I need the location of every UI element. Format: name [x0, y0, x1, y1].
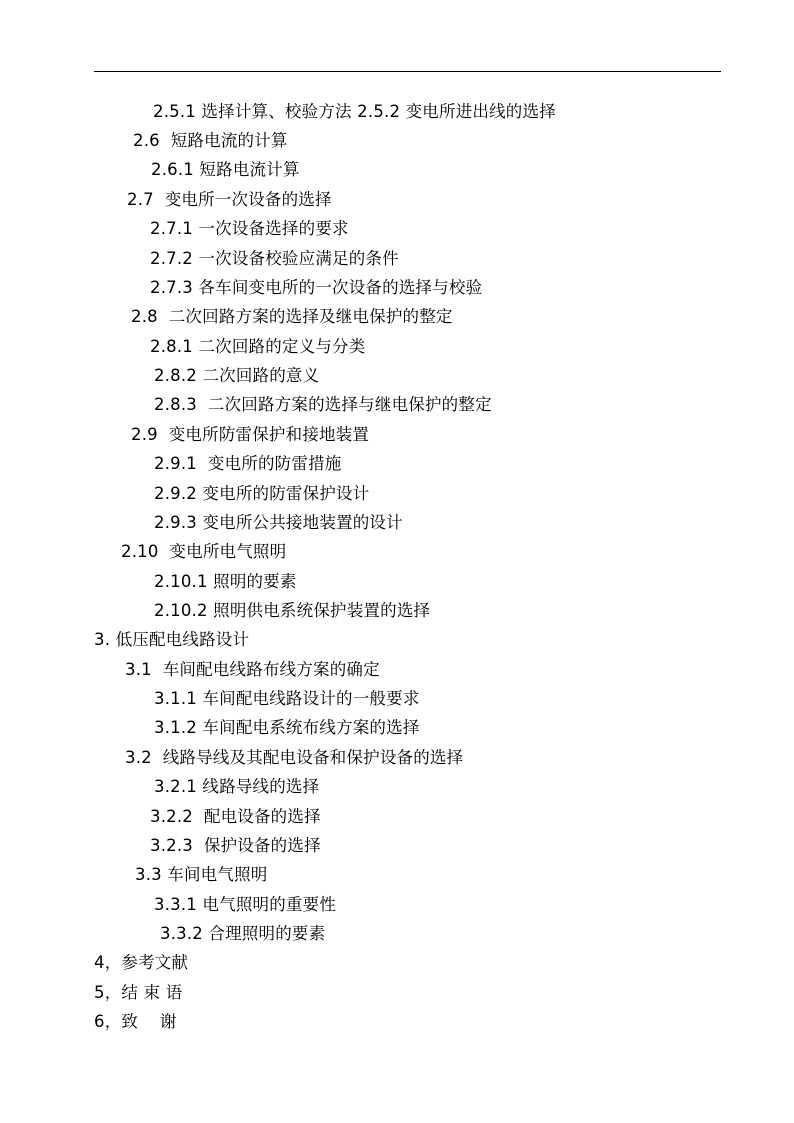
toc-entry-3-2-2: 3.2.2 配电设备的选择	[150, 807, 321, 826]
toc-entry-3-3: 3.3 车间电气照明	[135, 865, 268, 884]
toc-entry-2-9: 2.9 变电所防雷保护和接地装置	[131, 425, 370, 444]
toc-entry-3-3-2: 3.3.2 合理照明的要素	[160, 924, 326, 943]
toc-entry-2-8-2: 2.8.2 二次回路的意义	[154, 366, 320, 385]
toc-entry-3: 3. 低压配电线路设计	[94, 630, 250, 649]
toc-entry-3-2-3: 3.2.3 保护设备的选择	[150, 836, 321, 855]
toc-entry-3-2-1: 3.2.1 线路导线的选择	[154, 777, 320, 796]
toc-entry-2-10-2: 2.10.2 照明供电系统保护装置的选择	[154, 601, 431, 620]
toc-entry-5: 5，结 束 语	[94, 983, 183, 1002]
header-rule	[94, 71, 721, 72]
toc-entry-2-7-1: 2.7.1 一次设备选择的要求	[150, 219, 349, 238]
toc-entry-2-9-3: 2.9.3 变电所公共接地装置的设计	[154, 513, 403, 532]
toc-entry-6: 6，致 谢	[94, 1012, 177, 1031]
toc-entry-3-1-2: 3.1.2 车间配电系统布线方案的选择	[154, 718, 420, 737]
toc-entry-2-9-1: 2.9.1 变电所的防雷措施	[154, 454, 342, 473]
toc-entry-2-7: 2.7 变电所一次设备的选择	[127, 190, 332, 209]
toc-entry-3-1: 3.1 车间配电线路布线方案的确定	[125, 660, 380, 679]
toc-entry-2-7-3: 2.7.3 各车间变电所的一次设备的选择与校验	[150, 278, 483, 297]
toc-entry-2-10: 2.10 变电所电气照明	[121, 542, 287, 561]
toc-entry-2-7-2: 2.7.2 一次设备校验应满足的条件	[150, 249, 399, 268]
toc-entry-2-8-1: 2.8.1 二次回路的定义与分类	[150, 337, 366, 356]
toc-entry-3-1-1: 3.1.1 车间配电线路设计的一般要求	[154, 689, 420, 708]
toc-entry-3-3-1: 3.3.1 电气照明的重要性	[154, 895, 337, 914]
toc-entry-2-10-1: 2.10.1 照明的要素	[154, 572, 297, 591]
toc-entry-2-9-2: 2.9.2 变电所的防雷保护设计	[154, 484, 370, 503]
toc-entry-3-2: 3.2 线路导线及其配电设备和保护设备的选择	[125, 748, 464, 767]
toc-entry-2-6: 2.6 短路电流的计算	[133, 131, 288, 150]
toc-entry-4: 4，参考文献	[94, 953, 189, 972]
toc-entry-2-5-1: 2.5.1 选择计算、校验方法 2.5.2 变电所进出线的选择	[153, 102, 556, 121]
toc-entry-2-8-3: 2.8.3 二次回路方案的选择与继电保护的整定	[154, 395, 492, 414]
toc-entry-2-8: 2.8 二次回路方案的选择及继电保护的整定	[131, 307, 453, 326]
toc-entry-2-6-1: 2.6.1 短路电流计算	[151, 160, 300, 179]
